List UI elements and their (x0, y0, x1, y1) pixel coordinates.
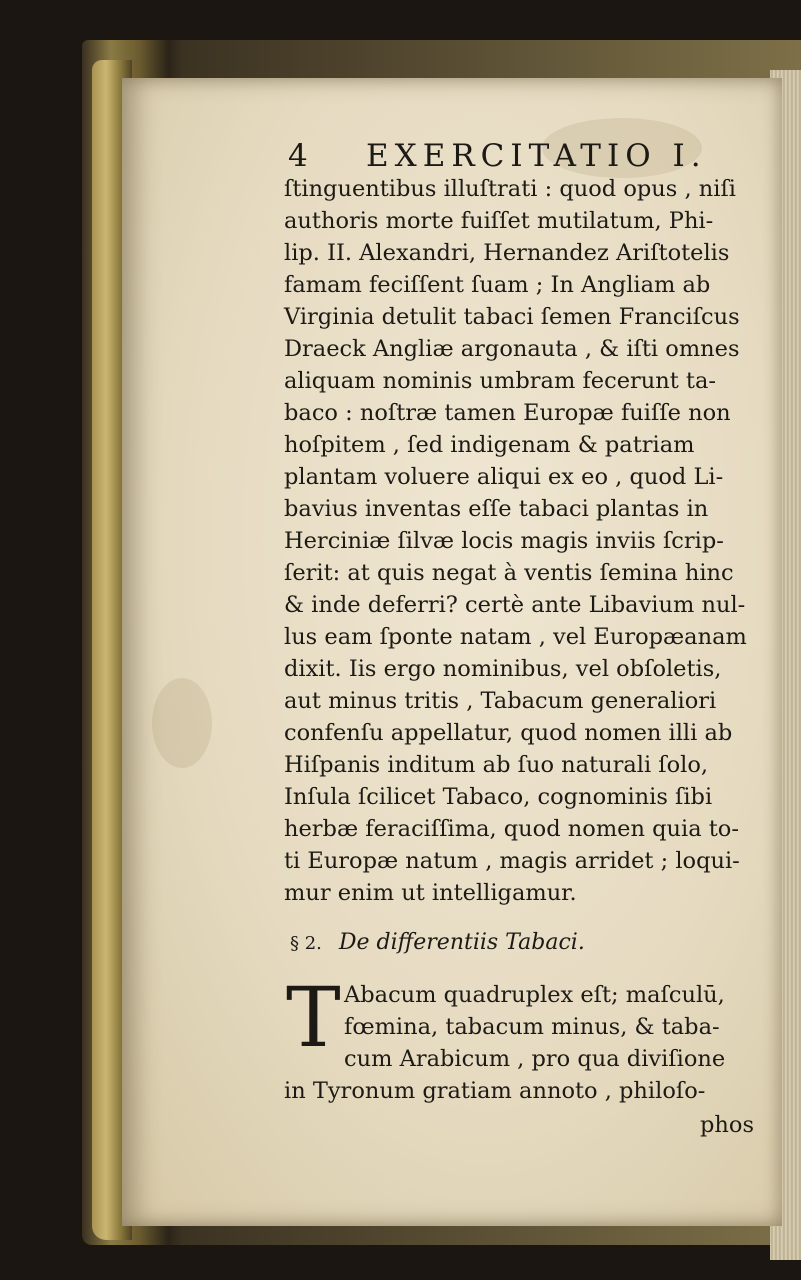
text-line: ti Europæ natum , magis arridet ; loqui- (284, 848, 740, 874)
text-line: Herciniæ ſilvæ locis magis inviis ſcrip- (284, 528, 724, 554)
section-mark: § 2. (290, 933, 322, 954)
text-line: hoſpitem , ſed indigenam & patriam (284, 432, 695, 458)
text-line: ſtinguentibus illuſtrati : quod opus , niſi (284, 176, 736, 202)
text-line: aut minus tritis , Tabacum generaliori (284, 688, 717, 714)
text-line: herbæ feraciſſima, quod nomen quia to- (284, 816, 739, 842)
text-line: fœmina, tabacum minus, & taba- (344, 1014, 720, 1040)
text-line: & inde deferri? certè ante Libavium nul- (284, 592, 746, 618)
text-line: ſerit: at quis negat à ventis ſemina hinc (284, 560, 734, 586)
running-title: EXERCITATIO I. (366, 138, 707, 174)
text-line-last: mur enim ut intelligamur. (284, 880, 577, 906)
text-line: baco : noſtræ tamen Europæ fuiſſe non (284, 400, 731, 426)
text-line: famam feciſſent ſuam ; In Angliam ab (284, 272, 711, 298)
text-line: lus eam ſponte natam , vel Europæanam (284, 624, 747, 650)
text-line: Abacum quadruplex eſt; maſculū, (344, 982, 725, 1008)
paper-stain (152, 678, 212, 768)
text-line: authoris morte fuiſſet mutilatum, Phi- (284, 208, 714, 234)
text-line: Draeck Angliæ argonauta , & iſti omnes (284, 336, 740, 362)
drop-cap: T (286, 971, 341, 1066)
text-line: lip. II. Alexandri, Hernandez Ariſtotelis (284, 240, 730, 266)
text-line: plantam voluere aliqui ex eo , quod Li- (284, 464, 724, 490)
text-line: cum Arabicum , pro qua diviſione (344, 1046, 726, 1072)
text-line: confenſu appellatur, quod nomen illi ab (284, 720, 733, 746)
running-header (284, 138, 754, 178)
text-line: in Tyronum gratiam annoto , philoſo- (284, 1078, 706, 1104)
page-number: 4 (288, 138, 314, 174)
text-line: Virginia detulit tabaci ſemen Franciſcus (284, 304, 740, 330)
text-line: dixit. Iis ergo nominibus, vel obſoletis, (284, 656, 722, 682)
section-title: De differentiis Tabaci. (338, 930, 585, 955)
text-line: bavius inventas eſſe tabaci plantas in (284, 496, 709, 522)
text-line: aliquam nominis umbram fecerunt ta- (284, 368, 716, 394)
section-heading (290, 930, 750, 955)
catchword: phos (700, 1112, 754, 1138)
text-line: Hiſpanis inditum ab ſuo naturali ſolo, (284, 752, 709, 778)
text-line: Inſula ſcilicet Tabaco, cognominis ſibi (284, 784, 713, 810)
